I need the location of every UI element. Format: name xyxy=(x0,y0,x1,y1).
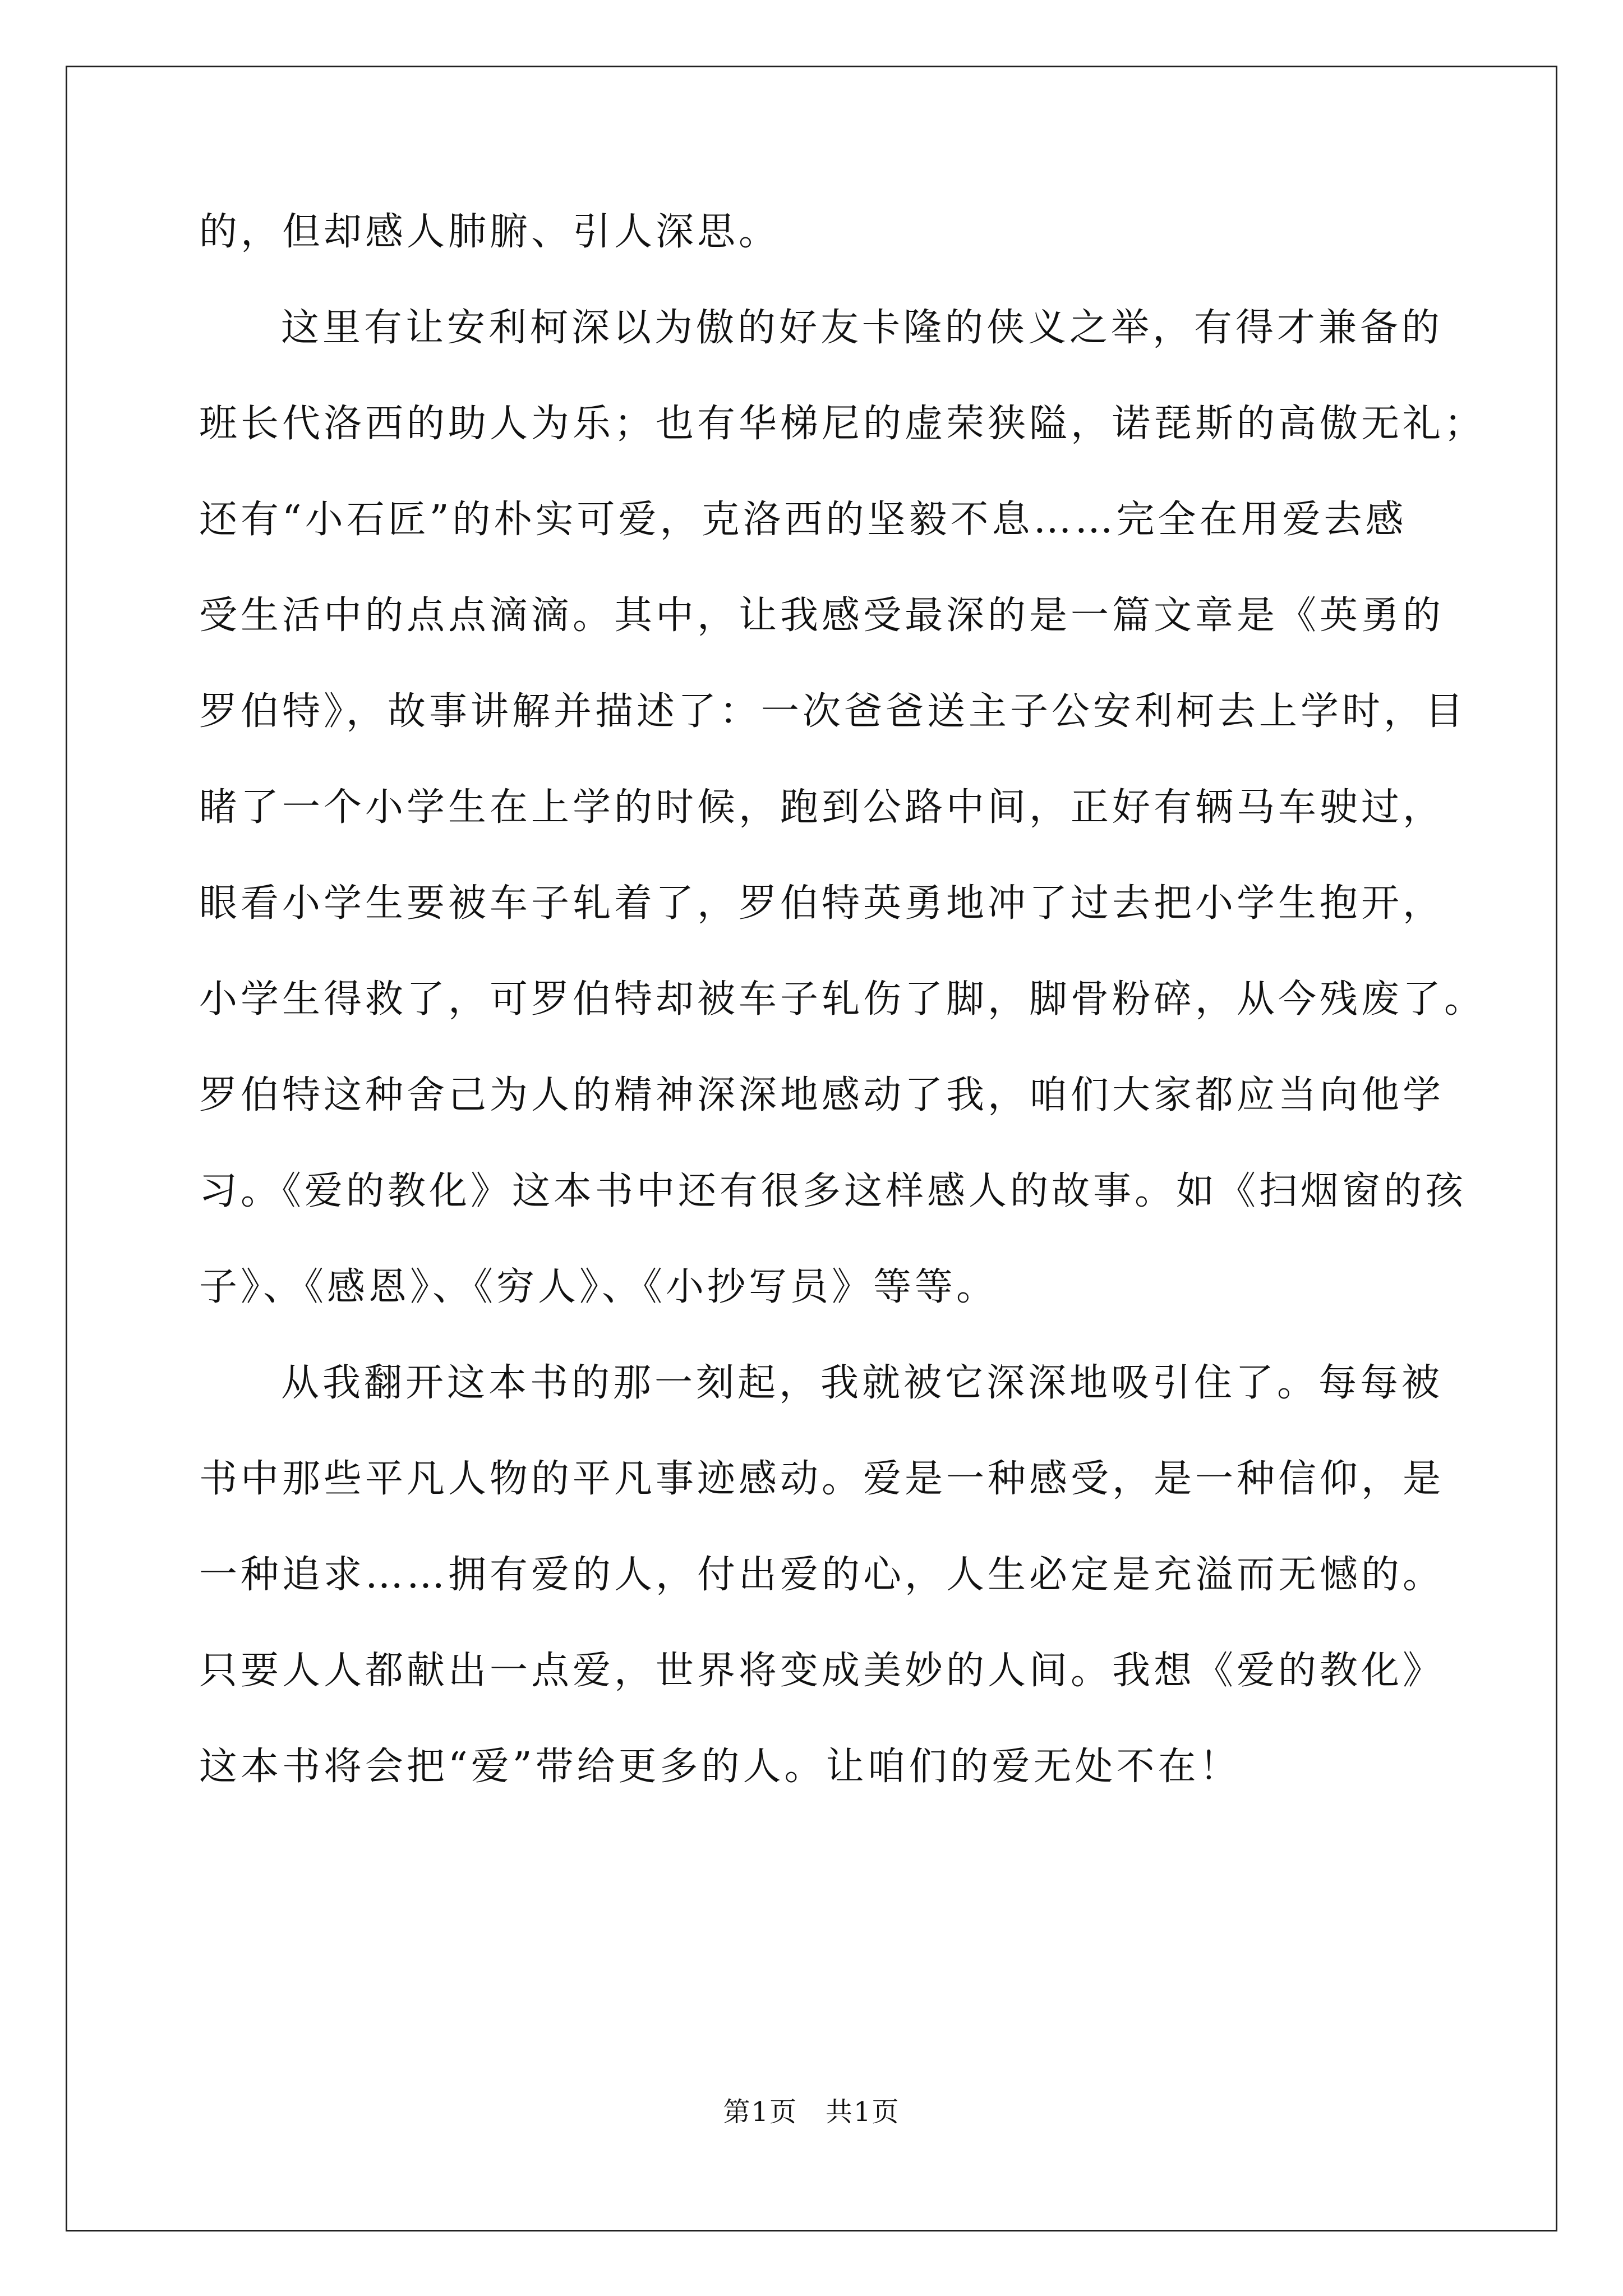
text-line: 小学生得救了，可罗伯特却被车子轧伤了脚，脚骨粉碎，从今残废了。 xyxy=(199,977,1486,1022)
text-line: 罗伯特》，故事讲解并描述了：一次爸爸送主子公安利柯去上学时，目 xyxy=(199,689,1467,734)
paragraph-start-line: 从我翻开这本书的那一刻起，我就被它深深地吸引住了。每每被 xyxy=(281,1361,1444,1405)
paragraph-start-line: 这里有让安利柯深以为傲的好友卡隆的侠义之举，有得才兼备的 xyxy=(281,306,1444,350)
text-line: 一种追求……拥有爱的人，付出爱的心，人生必定是充溢而无憾的。 xyxy=(199,1553,1445,1597)
document-body xyxy=(199,210,1486,1844)
text-line: 只要人人都献出一点爱，世界将变成美妙的人间。我想《爱的教化》 xyxy=(199,1649,1445,1693)
page-number: 第1页 xyxy=(723,2096,797,2128)
text-line: 这本书将会把“爱”带给更多的人。让咱们的爱无处不在！ xyxy=(199,1745,1241,1789)
text-line: 习。《爱的教化》这本书中还有很多这样感人的故事。如《扫烟窗的孩 xyxy=(199,1169,1467,1213)
text-line: 罗伯特这种舍己为人的精神深深地感动了我，咱们大家都应当向他学 xyxy=(199,1073,1445,1117)
text-line: 的，但却感人肺腑、引人深思。 xyxy=(199,210,781,254)
text-line: 书中那些平凡人物的平凡事迹感动。爱是一种感受，是一种信仰，是 xyxy=(199,1457,1445,1501)
text-line: 受生活中的点点滴滴。其中，让我感受最深的是一篇文章是《英勇的 xyxy=(199,593,1445,638)
text-line: 子》、《感恩》、《穷人》、《小抄写员》等等。 xyxy=(199,1265,998,1309)
page-footer xyxy=(0,2098,1623,2126)
text-line: 眼看小学生要被车子轧着了，罗伯特英勇地冲了过去把小学生抱开， xyxy=(199,881,1445,926)
text-line: 班长代洛西的助人为乐；也有华梯尼的虚荣狭隘，诺琵斯的高傲无礼； xyxy=(199,402,1486,446)
page-total: 共1页 xyxy=(826,2096,900,2128)
text-line: 睹了一个小学生在上学的时候，跑到公路中间，正好有辆马车驶过， xyxy=(199,785,1445,830)
text-line: 还有“小石匠”的朴实可爱，克洛西的坚毅不息……完全在用爱去感 xyxy=(199,498,1407,542)
